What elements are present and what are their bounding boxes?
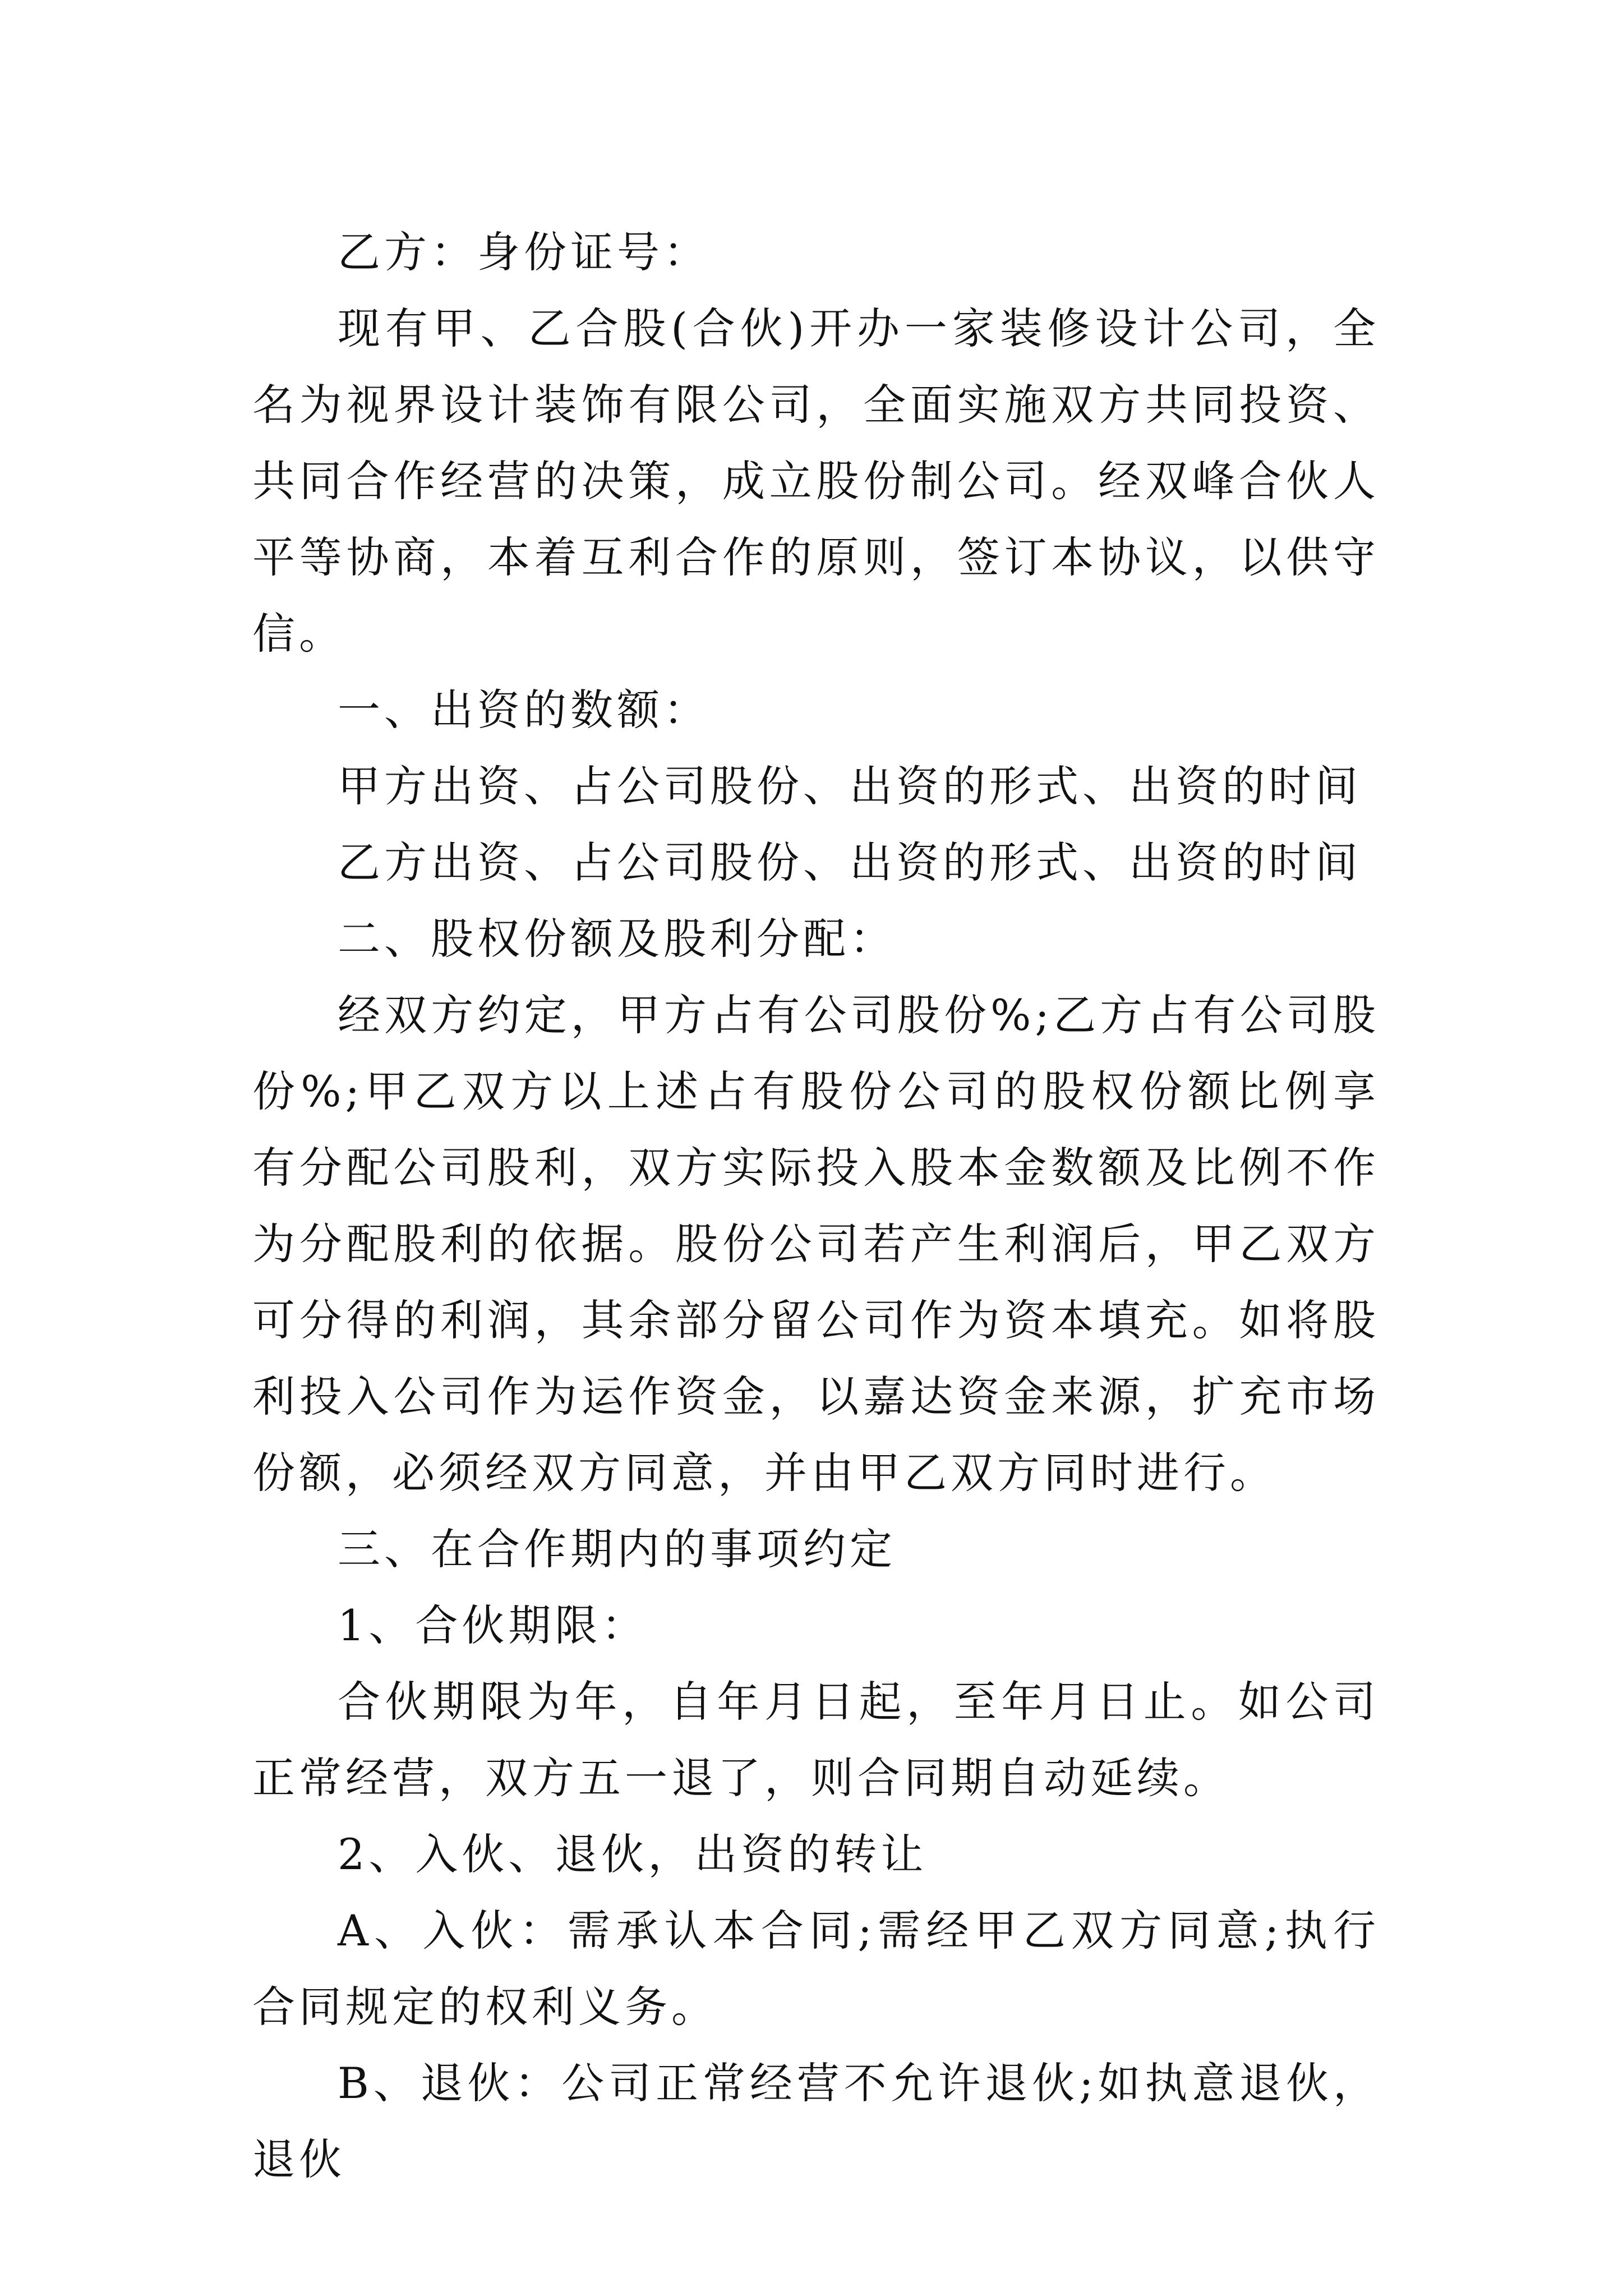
heading-join-withdraw-transfer: 2、入伙、退伙，出资的转让 [338,1829,928,1879]
heading-equity-dividends: 二、股权份额及股利分配： [338,914,896,964]
paragraph-equity-dividends: 经双方约定，甲方占有公司股份%;乙方占有公司股份%;甲乙双方以上述占有股份公司的股权份额比例享有分配公司股利，双方实际投入股本金数额及比例不作为分配股利的依据。股份公司若产生利润后，甲乙双方可分得的利润，其余部分留公司作为资本填充。如将股利投入公司作为运作资金，以嘉达资金来源，扩充市场份额，必须经双方同意，并由甲乙双方同时进行。 [252,990,1380,1498]
paragraph-party-b-id: 乙方：身份证号： [338,227,710,277]
paragraph-party-b-capital: 乙方出资、占公司股份、出资的形式、出资的时间 [338,838,1362,887]
heading-partnership-term: 1、合伙期限： [338,1600,648,1650]
paragraph-joining: A、入伙：需承认本合同;需经甲乙双方同意;执行合同规定的权利义务。 [252,1906,1380,2032]
document-body [252,214,1380,2198]
heading-capital-amount: 一、出资的数额： [338,685,710,735]
paragraph-withdrawal: B、退伙：公司正常经营不允许退伙;如执意退伙，退伙 [252,2058,1380,2184]
paragraph-party-a-capital: 甲方出资、占公司股份、出资的形式、出资的时间 [338,761,1362,811]
paragraph-partnership-term: 合伙期限为年，自年月日起，至年月日止。如公司正常经营，双方五一退了，则合同期自动延续。 [252,1677,1380,1803]
paragraph-preamble: 现有甲、乙合股(合伙)开办一家装修设计公司，全名为视界设计装饰有限公司，全面实施双方共同投资、共同合作经营的决策，成立股份制公司。经双峰合伙人平等协商，本着互利合作的原则，签订本协议，以供守信。 [252,303,1380,659]
heading-cooperation-matters: 三、在合作期内的事项约定 [338,1524,896,1574]
